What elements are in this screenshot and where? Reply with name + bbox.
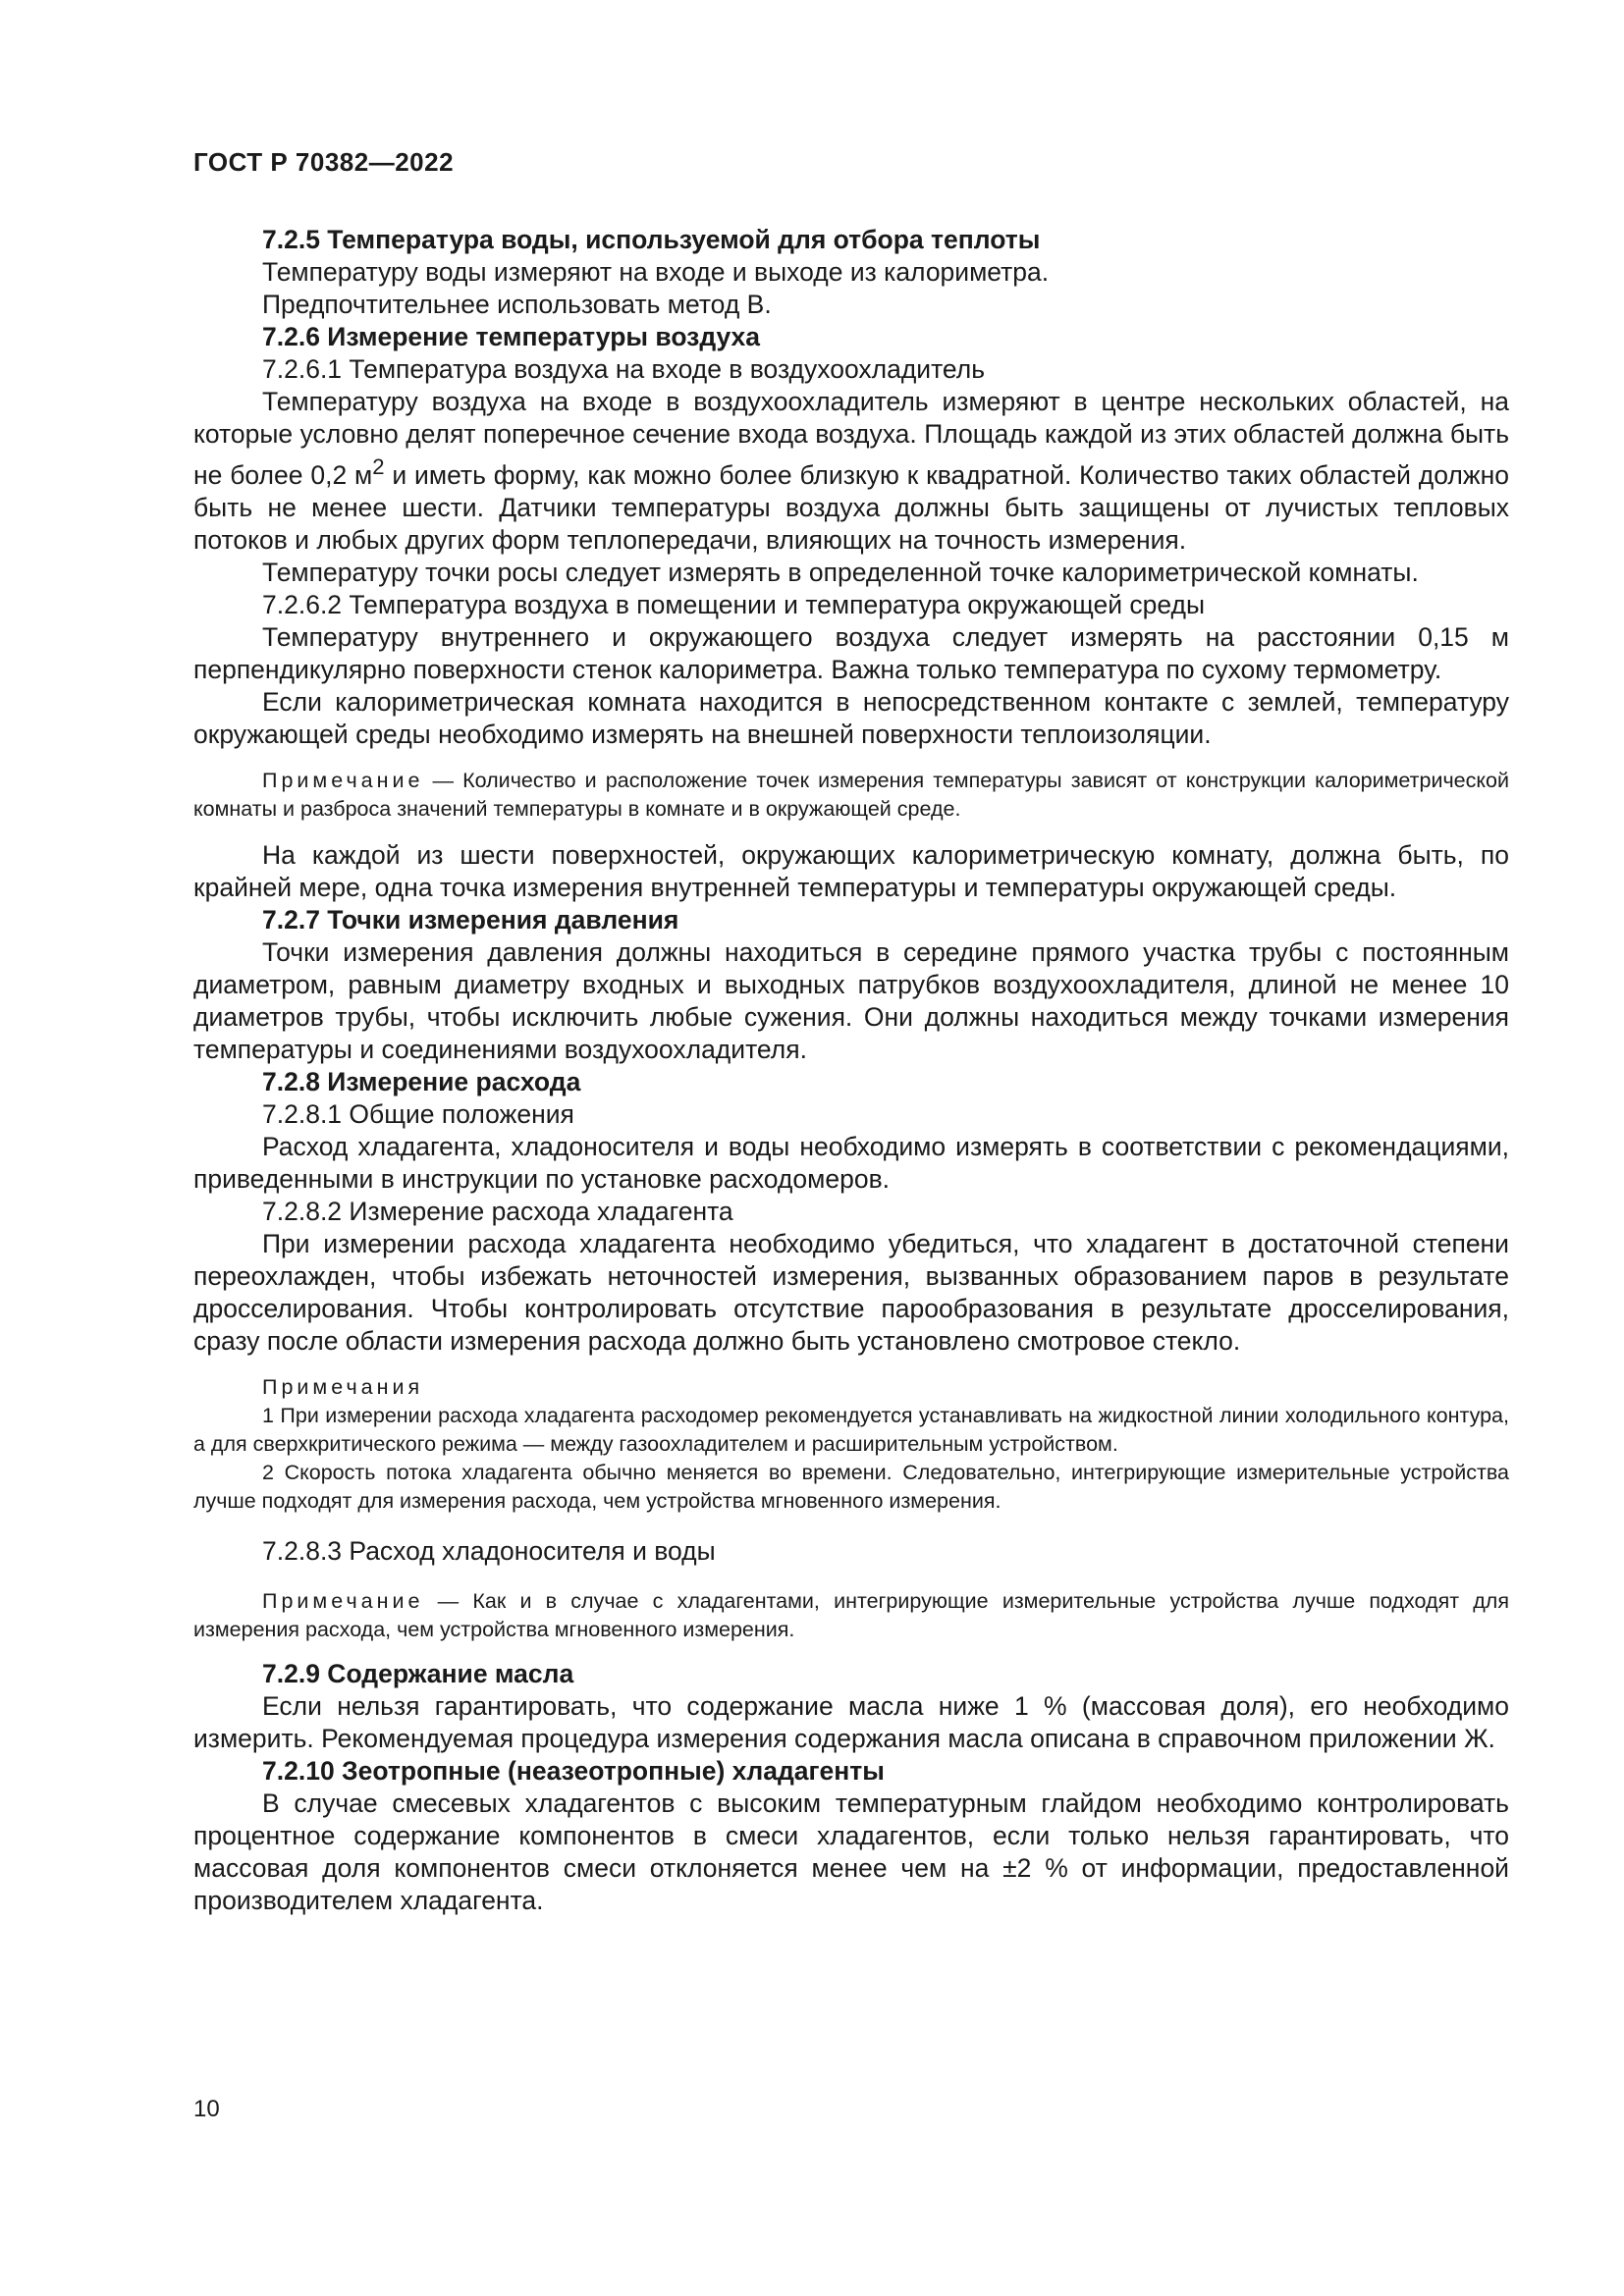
superscript: 2: [372, 454, 385, 479]
paragraph-text: и иметь форму, как можно более близкую к квадратной. Количество таких областей должно быть не менее шести. Датчики температуры воздуха должны быть защищены от лучистых тепловых потоков и любых других форм теплопередачи, влияющих на точность измерения.: [193, 459, 1509, 555]
paragraph: Если калориметрическая комната находится в непосредственном контакте с землей, температуру окружающей среды необходимо измерять на внешней поверхности теплоизоляции.: [193, 686, 1509, 749]
paragraph-text: Температуру воздуха на входе в воздухоохладитель измеряют в центре нескольких областей, на которые условно делят поперечное сечение входа воздуха. Площадь каждой из этих областей должна быть не более 0,2 м: [193, 387, 1509, 490]
note-label: Примечание: [262, 1588, 424, 1613]
note-label: Примечание: [262, 768, 424, 792]
subsection-title-7-2-6-1: 7.2.6.1 Температура воздуха на входе в воздухоохладитель: [262, 354, 986, 384]
paragraph: При измерении расхода хладагента необходимо убедиться, что хладагент в достаточной степени переохлажден, чтобы избежать неточностей измерения, вызванных образованием паров в результате дросселирования. Чтобы контролировать отсутствие парообразования в результате дросселирования, сразу после области измерения расхода должно быть установлено смотровое стекло.: [193, 1228, 1509, 1356]
notes-label: Примечания: [262, 1374, 424, 1399]
paragraph: Температуру воды измеряют на входе и выходе из калориметра.: [262, 257, 1050, 287]
note-text: — Как и в случае с хладагентами, интегрирующие измерительные устройства лучше подходят для измерения расхода, чем устройства мгновенного измерения.: [193, 1588, 1509, 1641]
section-heading-7-2-9: 7.2.9 Содержание масла: [262, 1658, 574, 1688]
paragraph: В случае смесевых хладагентов с высоким температурным глайдом необходимо контролировать процентное содержание компонентов в смеси хладагентов, если только нельзя гарантировать, что массовая доля компонентов смеси отклоняется менее чем на ±2 % от информации, предоставленной производителем хладагента.: [193, 1788, 1509, 1915]
note: [193, 767, 1509, 824]
paragraph: Предпочтительнее использовать метод В.: [262, 290, 772, 319]
page-number: 10: [193, 2096, 220, 2122]
document-body: [193, 224, 1509, 1917]
note-1: 1 При измерении расхода хладагента расходомер рекомендуется устанавливать на жидкостной линии холодильного контура, а для сверхкритического режима — между газоохладителем и расширительным устройством.: [193, 1403, 1509, 1456]
paragraph: Температуру внутреннего и окружающего воздуха следует измерять на расстоянии 0,15 м перпендикулярно поверхности стенок калориметра. Важна только температура по сухому термометру.: [193, 621, 1509, 684]
section-heading-7-2-10: 7.2.10 Зеотропные (неазеотропные) хладагенты: [262, 1755, 885, 1786]
paragraph: Расход хладагента, хладоносителя и воды необходимо измерять в соответствии с рекомендациями, приведенными в инструкции по установке расходомеров.: [193, 1131, 1509, 1194]
paragraph: Точки измерения давления должны находиться в середине прямого участка трубы с постоянным диаметром, равным диаметру входных и выходных патрубков воздухоохладителя, длиной не менее 10 диаметров трубы, чтобы исключить любые сужения. Они должны находиться между точками измерения температуры и соединениями воздухоохладителя.: [193, 936, 1509, 1064]
subsection-title-7-2-6-2: 7.2.6.2 Температура воздуха в помещении и температура окружающей среды: [262, 589, 1206, 619]
subsection-title-7-2-8-3: 7.2.8.3 Расход хладоносителя и воды: [262, 1535, 716, 1566]
subsection-title-7-2-8-2: 7.2.8.2 Измерение расхода хладагента: [262, 1196, 733, 1226]
subsection-title-7-2-8-1: 7.2.8.1 Общие положения: [262, 1098, 574, 1129]
paragraph: На каждой из шести поверхностей, окружающих калориметрическую комнату, должна быть, по крайней мере, одна точка измерения внутренней температуры и температуры окружающей среды.: [193, 839, 1509, 902]
note-2: 2 Скорость потока хладагента обычно меняется во времени. Следовательно, интегрирующие измерительные устройства лучше подходят для измерения расхода, чем устройства мгновенного измерения.: [193, 1460, 1509, 1513]
paragraph-air-inlet: [193, 386, 1509, 557]
section-heading-7-2-6: 7.2.6 Измерение температуры воздуха: [262, 322, 761, 351]
document-code-header: ГОСТ Р 70382—2022: [193, 147, 455, 177]
section-heading-7-2-5: 7.2.5 Температура воды, используемой для отбора теплоты: [262, 225, 1041, 254]
paragraph: Если нельзя гарантировать, что содержание масла ниже 1 % (массовая доля), его необходимо измерить. Рекомендуемая процедура измерения содержания масла описана в справочном приложении Ж.: [193, 1690, 1509, 1753]
paragraph: Температуру точки росы следует измерять в определенной точке калориметрической комнаты.: [262, 557, 1419, 587]
note-text: — Количество и расположение точек измерения температуры зависят от конструкции калориметрической комнаты и разброса значений температуры в комнате и в окружающей среде.: [193, 768, 1509, 821]
section-heading-7-2-8: 7.2.8 Измерение расхода: [262, 1066, 581, 1096]
note: [193, 1587, 1509, 1644]
section-heading-7-2-7: 7.2.7 Точки измерения давления: [262, 904, 679, 934]
